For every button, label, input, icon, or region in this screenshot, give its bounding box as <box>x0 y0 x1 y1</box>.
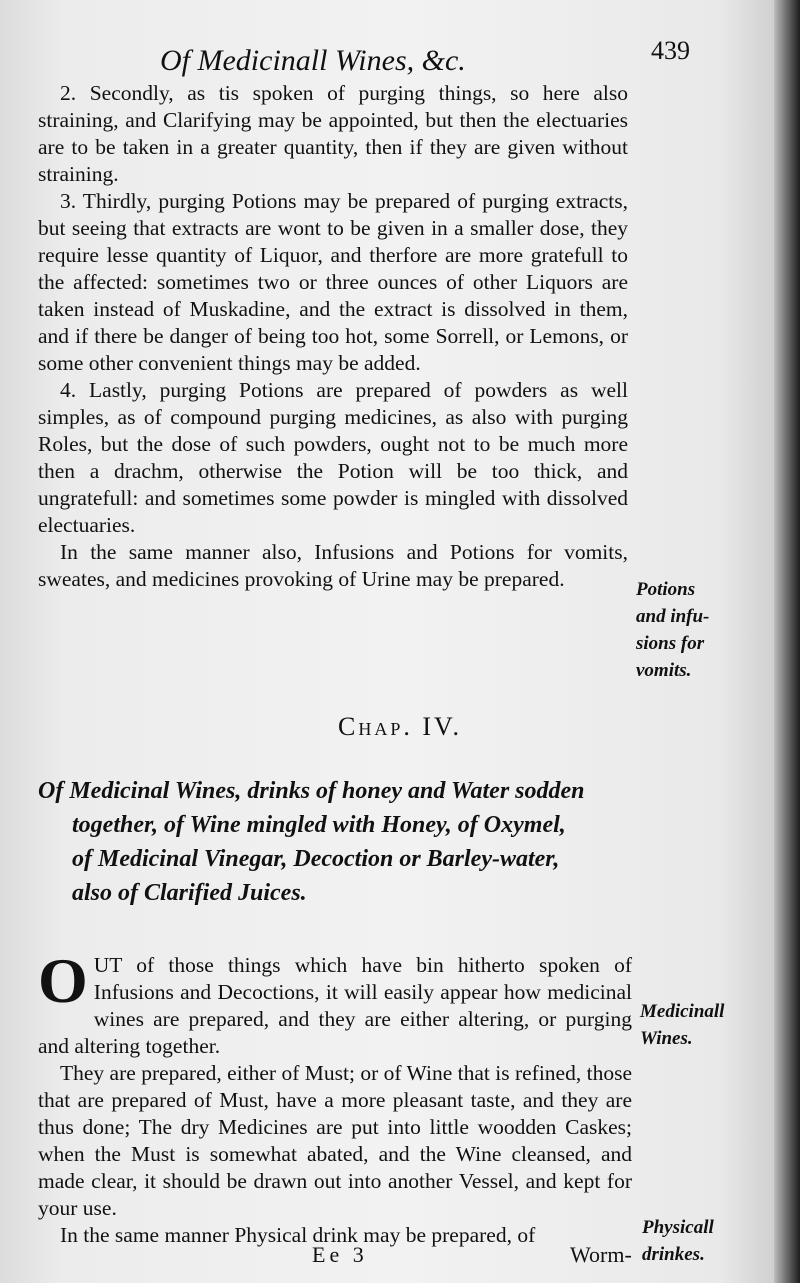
page-binding-edge <box>774 0 800 1283</box>
opening-paragraph <box>38 945 632 1060</box>
page-number: 439 <box>651 36 690 65</box>
margin-note-line: drinkes. <box>642 1244 705 1265</box>
margin-note-line: Physicall <box>642 1217 714 1238</box>
page-header <box>150 36 750 86</box>
paragraph-physical: In the same manner Physical drink may be prepared, of <box>60 1223 536 1247</box>
chapter-subtitle <box>38 774 638 910</box>
paragraph-thirdly: 3. Thirdly, purging Potions may be prepared of purging extracts, but seeing that extracts are wont to be given in a smaller dose, they require lesse quantity of Liquor, and therfore are more gratefull to the affected: sometimes two or three ounces of other Liquors are taken instead of Muskadine, and the extract is dissolved in them, and if there be danger of being too hot, some Sorrell, or Lemons, or some other convenient things may be added. <box>38 189 628 375</box>
margin-note-line: Potions <box>636 579 696 600</box>
opening-paragraph-text: UT of those things which have bin hitherto spoken of Infusions and Decoctions, it will easily appear how medicinal wines are prepared, and they are either altering, or purging and altering together. <box>38 953 632 1058</box>
margin-note-line: sions for <box>636 633 705 654</box>
main-text <box>38 80 628 593</box>
subtitle-line: Of Medicinal Wines, drinks of honey and Water sodden <box>38 778 585 804</box>
paragraph-secondly: 2. Secondly, as tis spoken of purging things, so here also straining, and Clarifying may be appointed, but then the electuaries are to be taken in a greater quantity, then if they are given without straining. <box>38 81 628 186</box>
running-head: Of Medicinall Wines, &c. <box>160 44 466 77</box>
margin-note-line: Wines. <box>640 1028 693 1049</box>
subtitle-line: also of Clarified Juices. <box>72 880 307 906</box>
margin-note-line: and infu- <box>636 606 710 627</box>
subtitle-line: of Medicinal Vinegar, Decoction or Barley-water, <box>72 846 560 872</box>
paragraph-vomits: In the same manner also, Infusions and Potions for vomits, sweates, and medicines provoking of Urine may be prepared. <box>38 540 628 591</box>
margin-note-potions <box>636 576 709 684</box>
signature-mark: Ee 3 <box>312 1242 368 1267</box>
chapter-title: Chap. IV. <box>338 712 462 741</box>
catchword: Worm- <box>570 1242 632 1267</box>
chapter-text <box>38 945 632 1249</box>
paragraph-must: They are prepared, either of Must; or of Wine that is refined, those that are prepared of Must, have a more pleasant taste, and they are thus done; The dry Medicines are put into little woodden Caskes; when the Must is somewhat abated, and the Wine cleansed, and made clear, it should be drawn out into another Vessel, and kept for your use. <box>38 1061 632 1220</box>
margin-note-wines <box>640 998 724 1052</box>
subtitle-line: together, of Wine mingled with Honey, of Oxymel, <box>72 812 566 838</box>
margin-note-line: vomits. <box>636 660 692 681</box>
paragraph-lastly: 4. Lastly, purging Potions are prepared of powders as well simples, as of compound purging medicines, as also with purging Roles, but the dose of such powders, ought not to be much more then a drachm, otherwise the Potion will be too thick, and ungratefull: and sometimes some powder is mingled with dissolved electuaries. <box>38 378 628 537</box>
drop-cap-letter: O <box>38 945 88 1016</box>
page-footer <box>0 1242 800 1278</box>
margin-note-line: Medicinall <box>640 1001 725 1022</box>
